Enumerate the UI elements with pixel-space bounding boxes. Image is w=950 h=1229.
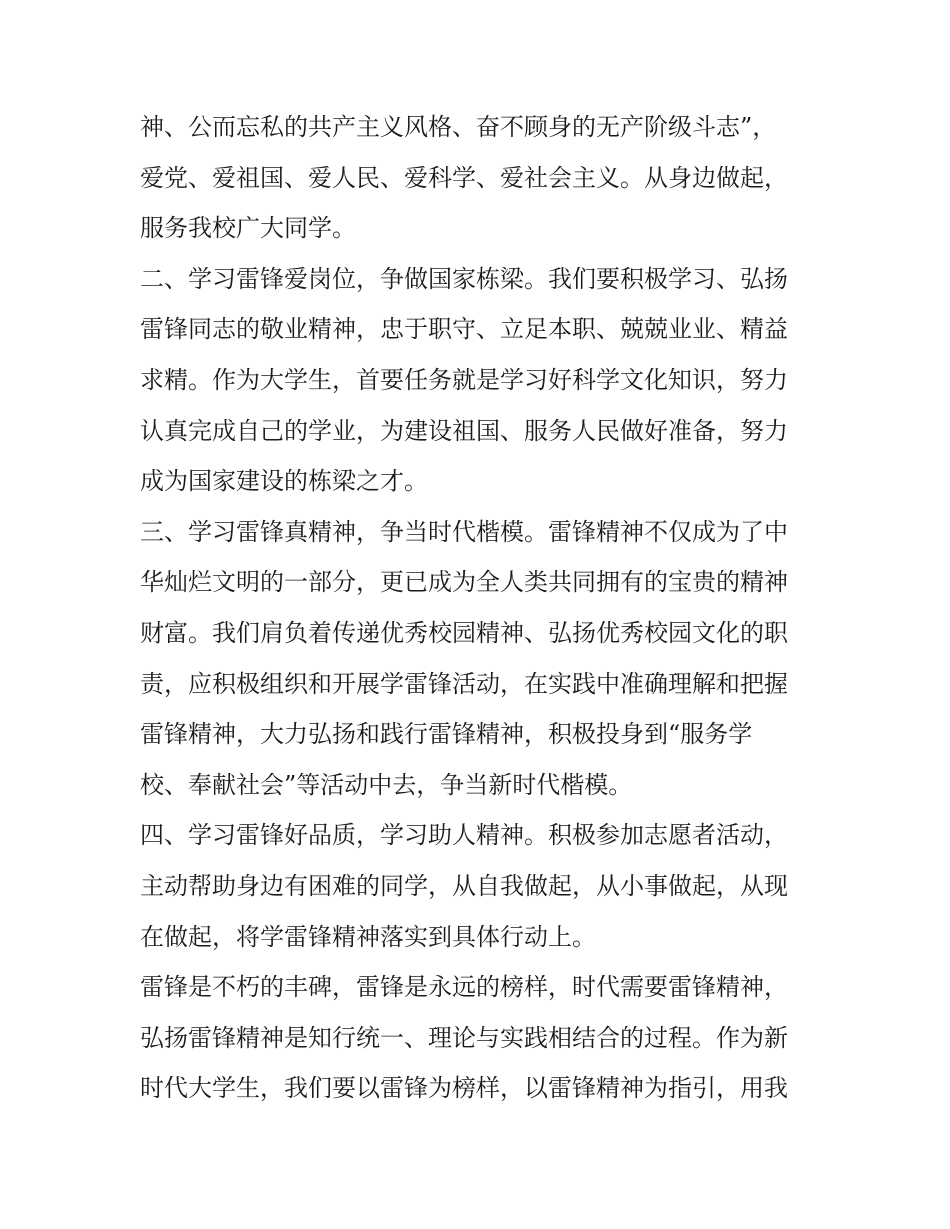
text-line: 成为国家建设的栋梁之才。 <box>140 467 428 496</box>
text-line: 财富。我们肩负着传递优秀校园精神、弘扬优秀校园文化的职 <box>140 618 788 647</box>
text-line: 认真完成自己的学业，为建设祖国、服务人民做好准备，努力 <box>140 416 788 445</box>
text-line: 爱党、爱祖国、爱人民、爱科学、爱社会主义。从身边做起， <box>140 163 788 192</box>
text-line: 三、学习雷锋真精神，争当时代楷模。雷锋精神不仅成为了中 <box>140 517 788 546</box>
document-body <box>140 102 820 1114</box>
text-line: 求精。作为大学生，首要任务就是学习好科学文化知识，努力 <box>140 365 788 394</box>
text-line: 时代大学生，我们要以雷锋为榜样，以雷锋精神为指引，用我 <box>140 1074 788 1103</box>
text-line: 二、学习雷锋爱岗位，争做国家栋梁。我们要积极学习、弘扬 <box>140 264 788 293</box>
text-line: 雷锋精神，大力弘扬和践行雷锋精神，积极投身到“服务学 <box>140 720 753 749</box>
text-line: 在做起，将学雷锋精神落实到具体行动上。 <box>140 922 596 951</box>
text-line: 弘扬雷锋精神是知行统一、理论与实践相结合的过程。作为新 <box>140 1023 788 1052</box>
text-line: 雷锋同志的敬业精神，忠于职守、立足本职、兢兢业业、精益 <box>140 315 788 344</box>
text-line: 神、公而忘私的共产主义风格、奋不顾身的无产阶级斗志”， <box>140 113 777 141</box>
text-line: 雷锋是不朽的丰碑，雷锋是永远的榜样，时代需要雷锋精神， <box>140 973 788 1002</box>
text-line: 校、奉献社会”等活动中去，争当新时代楷模。 <box>140 770 633 799</box>
text-line: 责，应积极组织和开展学雷锋活动，在实践中准确理解和把握 <box>140 669 788 698</box>
text-line: 四、学习雷锋好品质，学习助人精神。积极参加志愿者活动， <box>140 821 788 850</box>
text-line: 主动帮助身边有困难的同学，从自我做起，从小事做起，从现 <box>140 871 788 900</box>
text-line: 服务我校广大同学。 <box>140 214 356 243</box>
text-line: 华灿烂文明的一部分，更已成为全人类共同拥有的宝贵的精神 <box>140 568 788 597</box>
